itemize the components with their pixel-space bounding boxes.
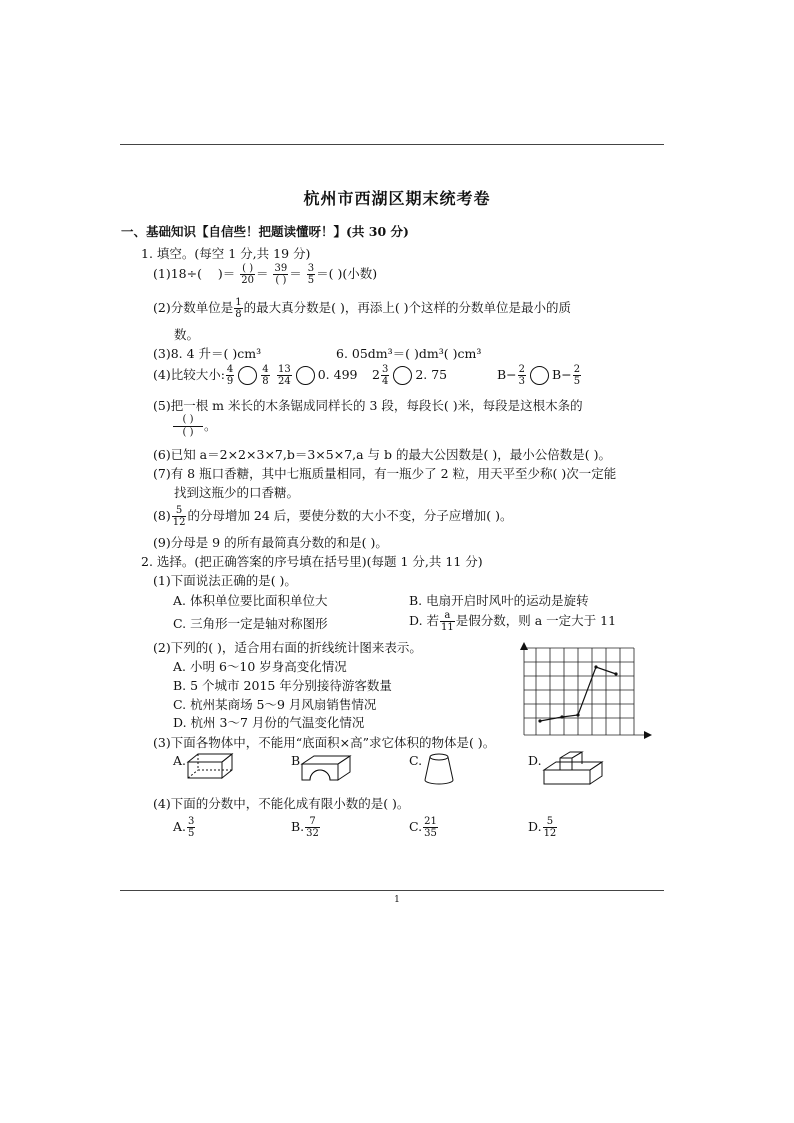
fill-item-3b: 6. 05dm³＝( )dm³( )cm³ bbox=[336, 346, 482, 361]
choice-2-b[interactable]: B. 5 个城市 2015 年分别接待游客数量 bbox=[173, 678, 392, 693]
choice-4-b[interactable]: B. $\frac{7}{32}$ bbox=[291, 816, 319, 839]
top-rule bbox=[120, 144, 664, 145]
page-number: 1 bbox=[394, 895, 400, 905]
fill-item-6: (6)已知 a＝2×2×3×7,b＝3×5×7,a 与 b 的最大公因数是( )，最小公倍数是( )。 bbox=[153, 447, 611, 462]
fill-item-2: (2)分数单位是 $\frac{1}{8}$ 的最大真分数是( )，再添上( )个这样的分数单位是最小的质 bbox=[153, 297, 572, 320]
bottom-rule bbox=[120, 890, 664, 891]
fill-item-4: (4)比较大小: $\frac{4}{9}$ $\frac{4}{8}$ bbox=[153, 364, 269, 387]
choice-2-a[interactable]: A. 小明 6～10 岁身高变化情况 bbox=[173, 659, 347, 674]
fill-item-8: (8) $\frac{5}{12}$ 的分母增加 24 后，要使分数的大小不变，分子应增加( )。 bbox=[153, 505, 513, 528]
fill-item-5-fraction: ( ) ( ) 。 bbox=[172, 414, 217, 439]
arch-figure bbox=[300, 752, 352, 782]
choice-3-a[interactable]: A. bbox=[173, 753, 187, 768]
fill-item-4-c3: 2 $\frac{3}{4}$ 2. 75 bbox=[372, 364, 448, 387]
compare-circle[interactable] bbox=[393, 366, 412, 385]
compare-circle[interactable] bbox=[296, 366, 315, 385]
page-title: 杭州市西湖区期末统考卷 bbox=[303, 189, 491, 208]
choice-4-a[interactable]: A. $\frac{3}{5}$ bbox=[173, 816, 195, 839]
fill-item-5: (5)把一根 m 米长的木条锯成同样长的 3 段，每段长( )米，每段是这根木条的 bbox=[153, 398, 583, 413]
question-header: 1. 填空。(每空 1 分,共 19 分) bbox=[141, 246, 311, 261]
choice-1-c[interactable]: C. 三角形一定是轴对称图形 bbox=[173, 616, 328, 631]
section-header: 一、基础知识【自信些！把题读懂呀！】(共 30 分) bbox=[121, 224, 409, 239]
choice-1-a[interactable]: A. 体积单位要比面积单位大 bbox=[173, 593, 328, 608]
choice-1-stem: (1)下面说法正确的是( )。 bbox=[153, 573, 297, 588]
frustum-figure bbox=[422, 752, 456, 786]
choice-1-d[interactable]: D. 若 $\frac{a}{11}$ 是假分数，则 a 一定大于 11 bbox=[409, 610, 617, 633]
step-block-figure bbox=[542, 748, 604, 788]
choice-3-d[interactable]: D. bbox=[528, 753, 542, 768]
choice-3-stem: (3)下面各物体中，不能用“底面积×高”求它体积的物体是( )。 bbox=[153, 735, 496, 750]
choice-3-c[interactable]: C. bbox=[409, 753, 423, 768]
fill-item-1: (1)18÷( )＝ $\frac{( )}{20}$ ＝ $\frac{39}{( )}$ ＝ $\frac{3}{5}$ ＝( )(小数) bbox=[153, 263, 378, 286]
fill-item-4-c4: B− $\frac{2}{3}$ B− $\frac{2}{5}$ bbox=[497, 364, 581, 387]
choice-1-b[interactable]: B. 电扇开启时风叶的运动是旋转 bbox=[409, 593, 589, 608]
choice-3-b[interactable]: B. bbox=[291, 753, 305, 768]
choice-4-d[interactable]: D. $\frac{5}{12}$ bbox=[528, 816, 557, 839]
fill-item-4-c2: $\frac{13}{24}$ 0. 499 bbox=[278, 364, 358, 387]
choice-2-d[interactable]: D. 杭州 3～7 月份的气温变化情况 bbox=[173, 715, 365, 730]
line-chart-figure bbox=[516, 640, 652, 740]
fill-item-3a: (3)8. 4 升＝( )cm³ bbox=[153, 346, 262, 361]
cuboid-figure bbox=[186, 752, 234, 780]
fill-item-7a: (7)有 8 瓶口香糖，其中七瓶质量相同，有一瓶少了 2 粒，用天平至少称( )次一定能 bbox=[153, 466, 617, 481]
compare-circle[interactable] bbox=[238, 366, 257, 385]
fill-item-7b: 找到这瓶少的口香糖。 bbox=[174, 485, 300, 500]
choice-2-c[interactable]: C. 杭州某商场 5～9 月风扇销售情况 bbox=[173, 697, 377, 712]
fill-item-9: (9)分母是 9 的所有最简真分数的和是( )。 bbox=[153, 535, 388, 550]
choice-2-stem: (2)下列的( )，适合用右面的折线统计图来表示。 bbox=[153, 640, 422, 655]
compare-circle[interactable] bbox=[530, 366, 549, 385]
question-header: 2. 选择。(把正确答案的序号填在括号里)(每题 1 分,共 11 分) bbox=[141, 554, 483, 569]
fill-item-2-cont: 数。 bbox=[174, 327, 200, 342]
choice-4-stem: (4)下面的分数中，不能化成有限小数的是( )。 bbox=[153, 796, 410, 811]
choice-4-c[interactable]: C. $\frac{21}{35}$ bbox=[409, 816, 437, 839]
